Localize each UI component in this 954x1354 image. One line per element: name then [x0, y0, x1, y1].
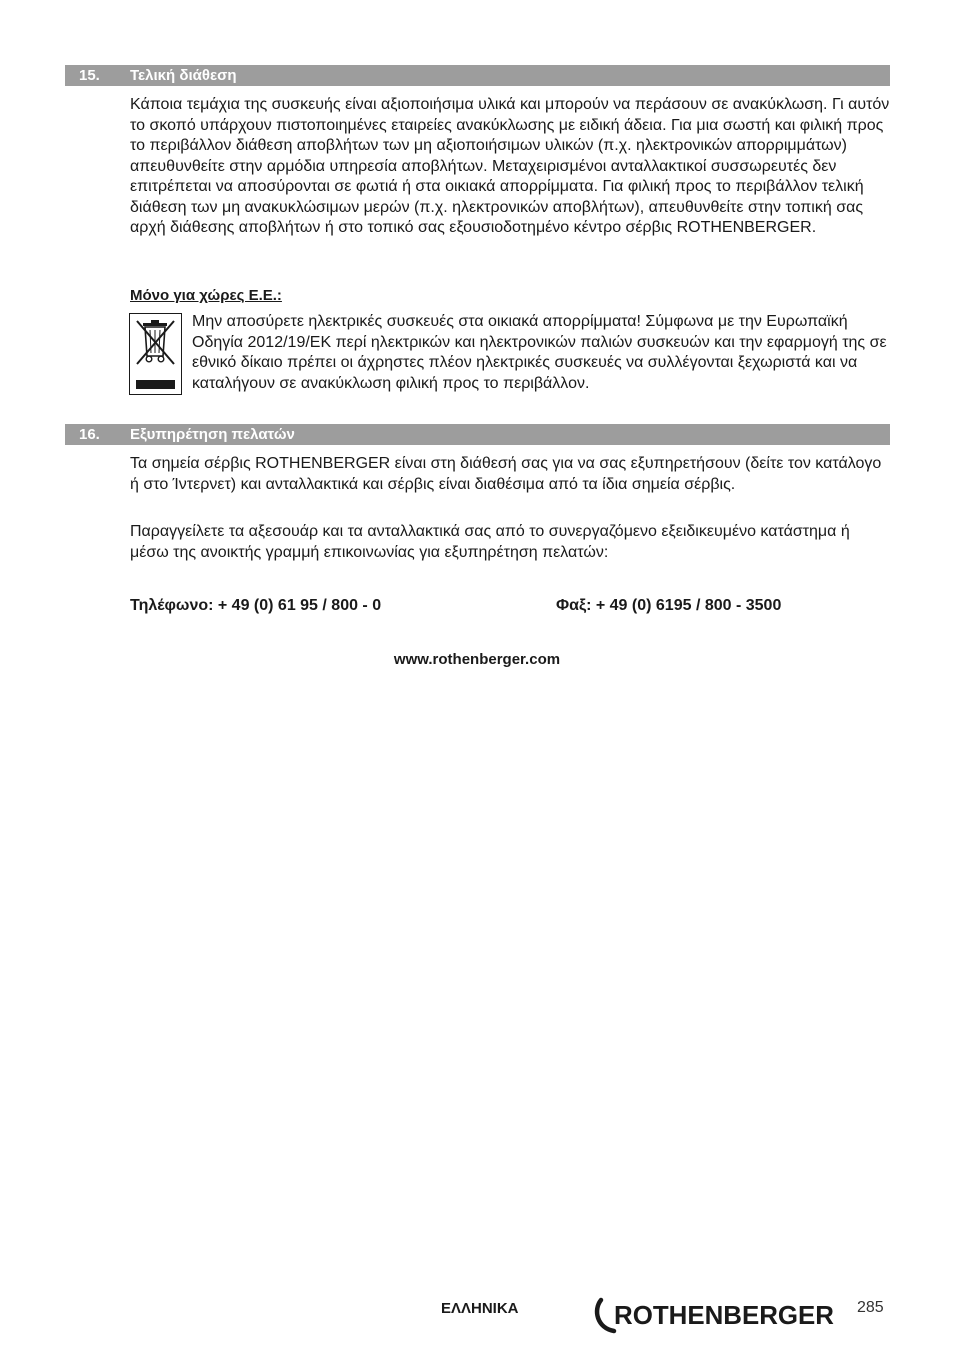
- section-16-number: 16.: [79, 426, 100, 443]
- page-number: 285: [857, 1299, 884, 1316]
- section-15-body: Κάποια τεμάχια της συσκευής είναι αξιοποιήσιμα υλικά και μπορούν να περάσουν σε ανακύκλωση. Γι αυτόν το σκοπό υπάρχουν πιστοποιημένες εταιρείες ανακύκλωσης με ειδική άδεια. Για μια σωστή και φιλική προς το περιβάλλον διάθεση αποβλήτων των μη αξιοποιήσιμων υλικών (π.χ. ηλεκτρονικών απορριμμάτων) απευθυνθείτε στην αρμόδια υπηρεσία αποβλήτων. Μεταχειρισμένοι ανταλλακτικοί συσσωρευτές δεν επιτρέπεται να αποσύρονται σε φωτιά ή στα οικιακά απορρίμματα. Για φιλική προς το περιβάλλον τελική διάθεση των μη ανακυκλώσιμων μερών (π.χ. ηλεκτρονικών αποβλήτων), απευθυνθείτε στην τοπική σας αρχή διάθεσης αποβλήτων ή στο τοπικό σας εξουσιοδοτημένο κέντρο σέρβις ROTHENBERGER.: [130, 96, 890, 236]
- section-16-header: [65, 424, 890, 445]
- footer-language: ΕΛΛΗΝΙΚΑ: [441, 1300, 519, 1317]
- eu-only-heading: Μόνο για χώρες Ε.Ε.:: [130, 287, 282, 304]
- section-15-number: 15.: [79, 67, 100, 84]
- website-link[interactable]: www.rothenberger.com: [393, 651, 561, 668]
- section-15-title: Τελική διάθεση: [130, 67, 237, 84]
- section-16-paragraph-2: Παραγγείλετε τα αξεσουάρ και τα ανταλλακτικά σας από το συνεργαζόμενο εξειδικευμένο κατάστημα ή μέσω της ανοικτής γραμμή επικοινωνίας για εξυπηρέτηση πελατών:: [130, 523, 850, 561]
- fax-number: Φαξ: + 49 (0) 6195 / 800 - 3500: [556, 597, 782, 614]
- eu-directive-text: Μην αποσύρετε ηλεκτρικές συσκευές στα οικιακά απορρίμματα! Σύμφωνα με την Ευρωπαϊκή Οδηγία 2012/19/ΕΚ περί ηλεκτρικών και ηλεκτρονικών παλιών συσκευών και την εφαρμογή της σε εθνικό δίκαιο πρέπει οι άχρηστες πλέον ηλεκτρικές συσκευές να συλλέγονται ξεχωριστά και να καταλήγουν σε ανακύκλωση φιλική προς το περιβάλλον.: [192, 313, 887, 392]
- section-16-title: Εξυπηρέτηση πελατών: [130, 426, 295, 443]
- section-16-paragraph-1: Τα σημεία σέρβις ROTHENBERGER είναι στη διάθεσή σας για να σας εξυπηρετήσουν (δείτε τον κατάλογο ή στο Ίντερνετ) και ανταλλακτικά και σέρβις είναι διαθέσιμα από τα ίδια σημεία σέρβις.: [130, 455, 882, 493]
- section-15-header: [65, 65, 890, 86]
- brand-name: ROTHENBERGER: [614, 1300, 835, 1330]
- crossed-out-wheeled-bin-icon: [129, 313, 182, 395]
- rothenberger-logo: [594, 1296, 839, 1334]
- phone-number: Τηλέφωνο: + 49 (0) 61 95 / 800 - 0: [130, 597, 382, 614]
